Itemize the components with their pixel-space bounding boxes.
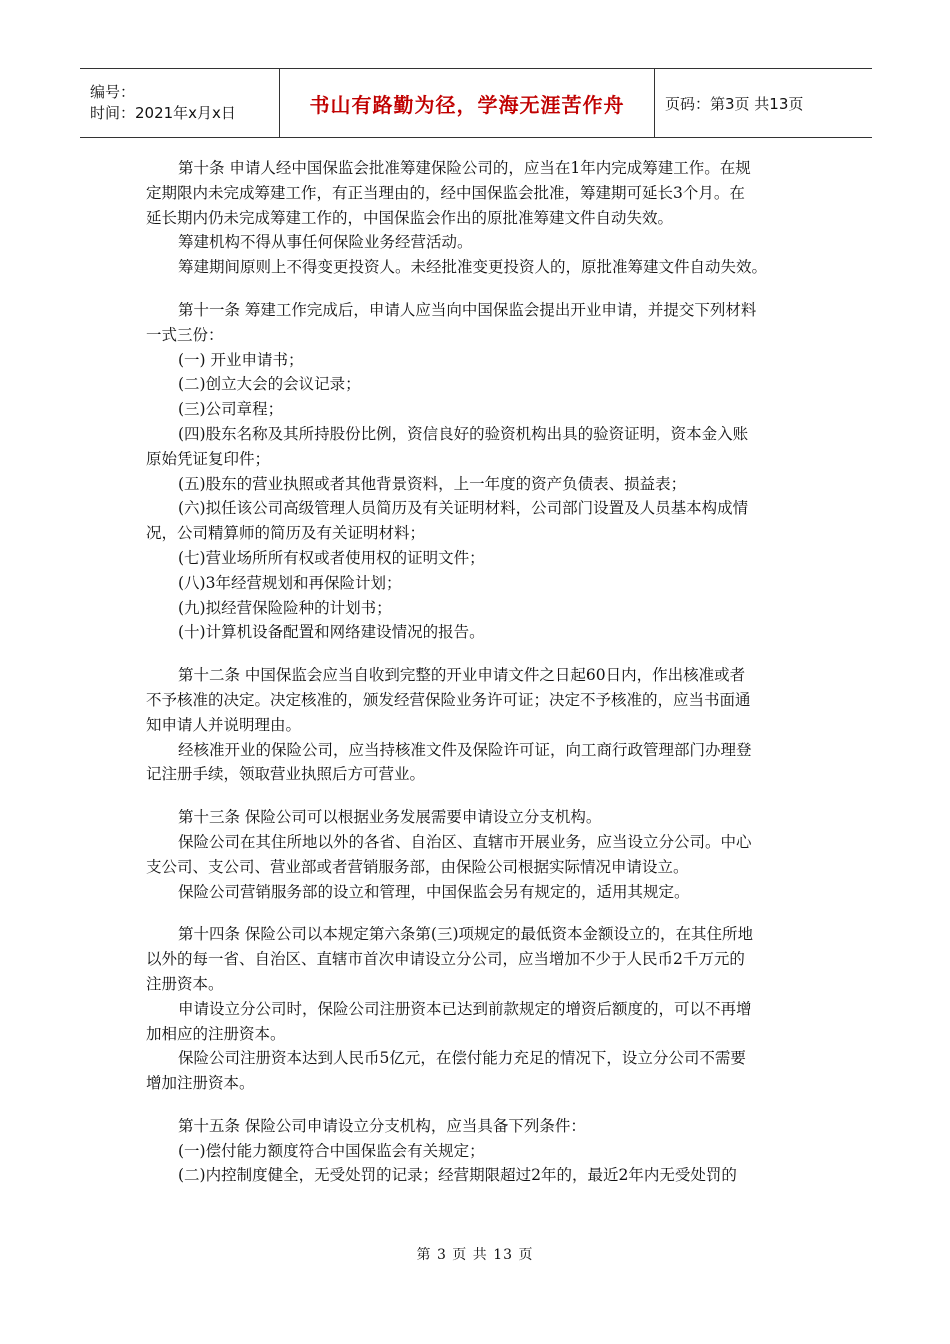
text-line: (一) 开业申请书； (178, 350, 304, 369)
text-line: 定期限内未完成筹建工作，有正当理由的，经中国保监会批准，筹建期可延长3个月。在 (146, 183, 745, 202)
footer-page-number: 第 3 页 共 13 页 (416, 1247, 534, 1263)
text-line: 况，公司精算师的简历及有关证明材料； (146, 524, 426, 543)
text-line: 第十二条 中国保监会应当自收到完整的开业申请文件之日起60日内，作出核准或者 (178, 666, 746, 685)
paragraph-gap (146, 787, 806, 805)
text-line: 加相应的注册资本。 (146, 1024, 286, 1043)
paragraph-gap (146, 645, 806, 663)
text-line: 一式三份： (146, 325, 224, 344)
text-line: (六)拟任该公司高级管理人员简历及有关证明材料，公司部门设置及人员基本构成情 (178, 499, 749, 518)
text-line: 筹建机构不得从事任何保险业务经营活动。 (178, 233, 473, 252)
text-line: 第十条 申请人经中国保监会批准筹建保险公司的，应当在1年内完成筹建工作。在规 (178, 159, 751, 177)
header-motto (280, 69, 655, 137)
text-line: (四)股东名称及其所持股份比例，资信良好的验资机构出具的验资证明，资本金入账 (178, 424, 749, 443)
text-line: 保险公司注册资本达到人民币5亿元，在偿付能力充足的情况下，设立分公司不需要 (178, 1049, 746, 1068)
paragraph-gap (146, 1096, 806, 1114)
text-line: 记注册手续，领取营业执照后方可营业。 (146, 765, 426, 784)
text-line: 第十五条 保险公司申请设立分支机构，应当具备下列条件： (178, 1116, 586, 1135)
text-line: 不予核准的决定。决定核准的，颁发经营保险业务许可证；决定不予核准的，应当书面通 (146, 690, 751, 709)
text-line: 以外的每一省、自治区、直辖市首次申请设立分公司，应当增加不少于人民币2千万元的 (146, 950, 745, 969)
text-line: 保险公司营销服务部的设立和管理，中国保监会另有规定的，适用其规定。 (178, 882, 690, 901)
document-body (146, 156, 806, 1188)
text-line: (十)计算机设备配置和网络建设情况的报告。 (178, 623, 485, 642)
text-line: 第十四条 保险公司以本规定第六条第(三)项规定的最低资本金额设立的，在其住所地 (178, 925, 754, 944)
page-footer (0, 1244, 950, 1264)
text-line: (七)营业场所所有权或者使用权的证明文件； (178, 548, 485, 567)
text-line: (八)3年经营规划和再保险计划； (178, 573, 402, 592)
text-line: (一)偿付能力额度符合中国保监会有关规定； (178, 1141, 485, 1160)
text-line: (五)股东的营业执照或者其他背景资料，上一年度的资产负债表、损益表； (178, 474, 687, 493)
text-line: 第十三条 保险公司可以根据业务发展需要申请设立分支机构。 (178, 808, 602, 827)
text-line: (三)公司章程； (178, 400, 284, 419)
text-line: 延长期内仍未完成筹建工作的，中国保监会作出的原批准筹建文件自动失效。 (146, 208, 674, 227)
document-time-label: 时间：2021年x月x日 (90, 104, 236, 122)
text-line: 申请设立分公司时，保险公司注册资本已达到前款规定的增资后额度的，可以不再增 (178, 999, 752, 1018)
paragraph-gap (146, 280, 806, 298)
text-line: 筹建期间原则上不得变更投资人。未经批准变更投资人的，原批准筹建文件自动失效。 (178, 258, 768, 277)
paragraph-gap (146, 904, 806, 922)
text-line: 保险公司在其住所地以外的各省、自治区、直辖市开展业务，应当设立分公司。中心 (178, 832, 752, 851)
motto-text: 书山有路勤为径，学海无涯苦作舟 (309, 92, 625, 117)
text-line: 注册资本。 (146, 974, 224, 993)
text-line: 增加注册资本。 (146, 1074, 255, 1093)
header-page-info (655, 69, 872, 137)
text-line: (九)拟经营保险险种的计划书； (178, 598, 392, 617)
text-line: (二)内控制度健全，无受处罚的记录；经营期限超过2年的，最近2年内无受处罚的 (178, 1166, 737, 1185)
page-header (80, 68, 872, 138)
text-line: 原始凭证复印件； (146, 449, 271, 468)
text-line: (二)创立大会的会议记录； (178, 375, 361, 394)
text-line: 经核准开业的保险公司，应当持核准文件及保险许可证，向工商行政管理部门办理登 (178, 740, 752, 759)
text-line: 第十一条 筹建工作完成后，申请人应当向中国保监会提出开业申请，并提交下列材料 (178, 300, 757, 319)
text-line: 支公司、支公司、营业部或者营销服务部，由保险公司根据实际情况申请设立。 (146, 857, 689, 876)
header-meta (80, 69, 280, 137)
page-info-text: 页码：第3页 共13页 (665, 94, 804, 113)
document-number-label: 编号： (90, 83, 136, 101)
text-line: 知申请人并说明理由。 (146, 715, 302, 734)
